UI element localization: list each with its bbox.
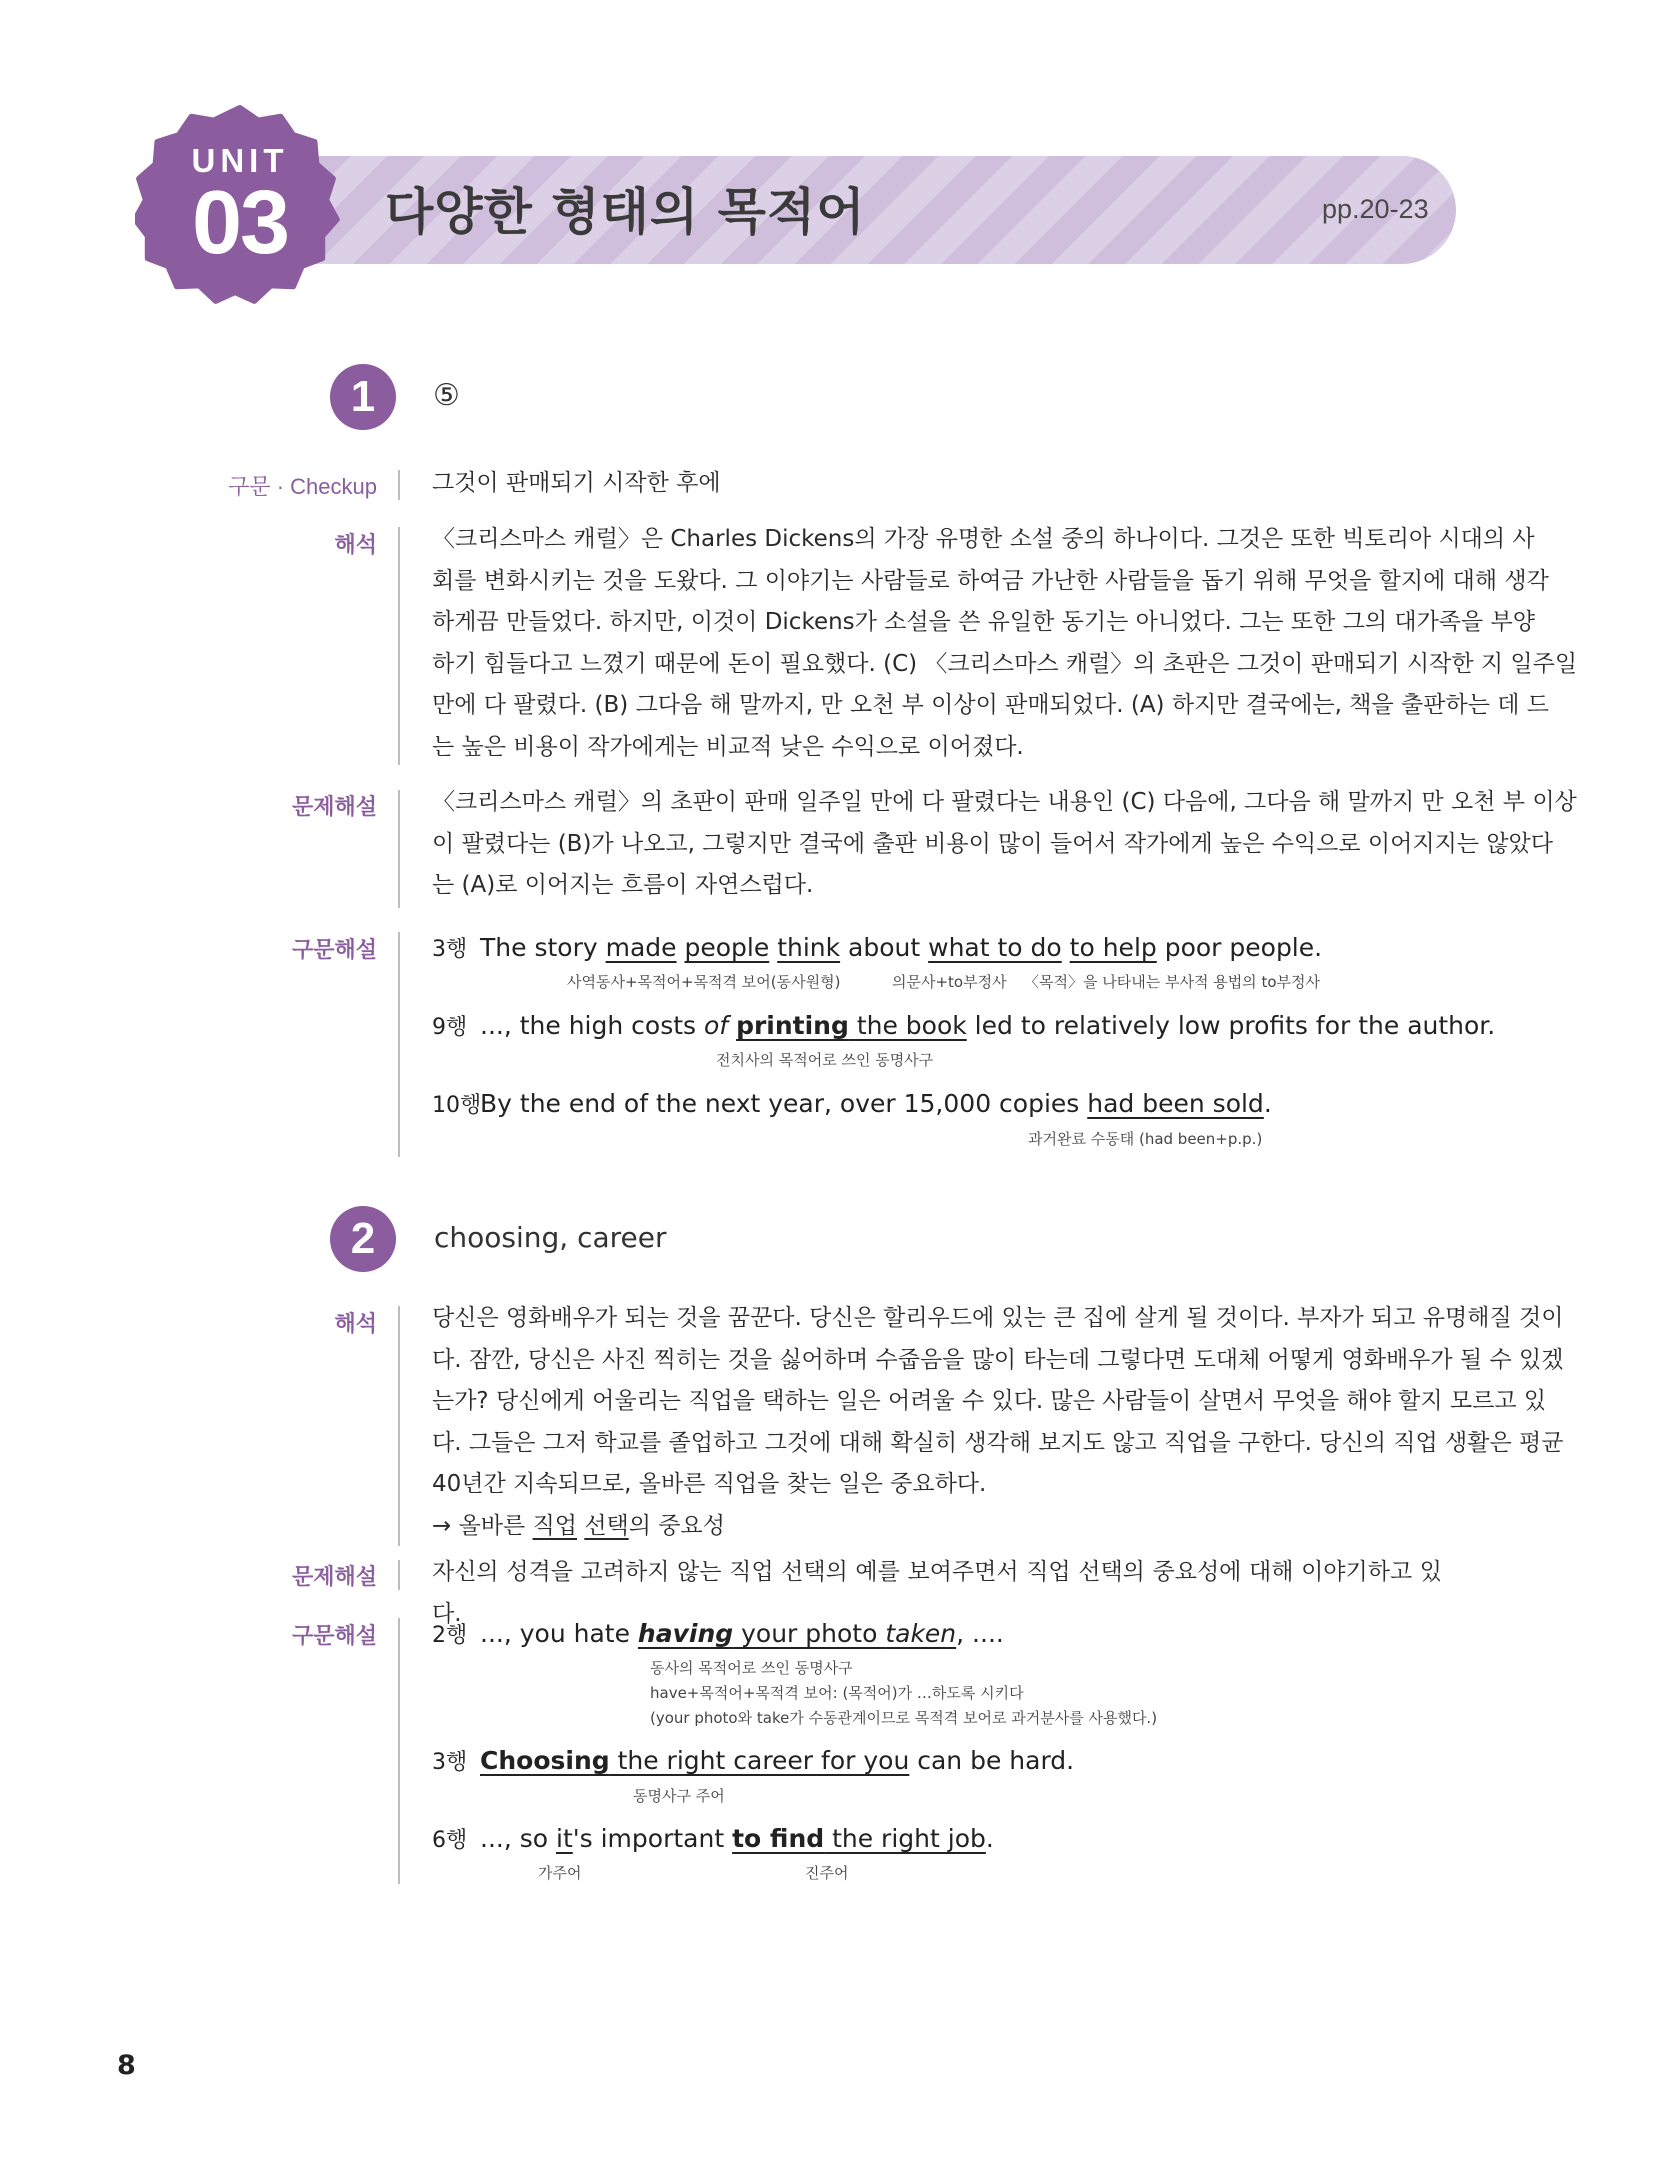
line-number: 3행 (432, 1750, 468, 1775)
divider-grammar-2 (398, 1618, 400, 1884)
unit-number: 03 (191, 173, 289, 273)
divider-grammar-1 (398, 932, 400, 1157)
grammar-note: 사역동사+목적어+목적격 보어(동사원형) (567, 973, 841, 991)
translation-2-line: 다. 잠깐, 당신은 사진 찍히는 것을 싫어하며 수줍음을 많이 타는데 그렇다면 도대체 어떻게 영화배우가 될 수 있겠 (432, 1346, 1564, 1373)
solution-1-line: 이 팔렸다는 (B)가 나오고, 그렇지만 결국에 출판 비용이 많이 들어서 작가에게 높은 수익으로 이어지지는 않았다 (432, 830, 1553, 857)
grammar-note: 의문사+to부정사 (892, 973, 1007, 991)
translation-2-line: 당신은 영화배우가 되는 것을 꿈꾼다. 당신은 할리우드에 있는 큰 집에 살게 될 것이다. 부자가 되고 유명해질 것이 (432, 1305, 1564, 1331)
page-number: 8 (117, 2050, 136, 2081)
line-number: 6행 (432, 1828, 468, 1853)
grammar-note: 동명사구 주어 (633, 1787, 725, 1805)
divider-checkup (398, 470, 400, 500)
summary-line: → 올바른 직업 선택의 중요성 (432, 1512, 725, 1539)
divider-translation-2 (398, 1306, 400, 1546)
grammar-note: 〈목적〉을 나타내는 부사적 용법의 to부정사 (1024, 973, 1320, 991)
grammar-line-3: 3행 The story made people think about what to do to help poor people. (432, 933, 1323, 962)
grammar-note: have+목적어+목적격 보어: (목적어)가 …하도록 시키다 (650, 1684, 1024, 1702)
label-grammar-1: 구문해설 (291, 938, 377, 963)
grammar-note: 진주어 (805, 1864, 849, 1882)
page-range: pp.20-23 (1322, 194, 1429, 224)
question-number-1: 1 (330, 364, 396, 430)
translation-1-line: 하기 힘들다고 느꼈기 때문에 돈이 필요했다. (C) 〈크리스마스 캐럴〉의 초판은 그것이 판매되기 시작한 지 일주일 (432, 650, 1578, 677)
divider-solution-2 (398, 1560, 400, 1590)
translation-2 (432, 1298, 1564, 1547)
question-number-2: 2 (330, 1206, 396, 1272)
divider-translation-1 (398, 527, 400, 765)
translation-1 (432, 519, 1578, 768)
translation-1-line: 하게끔 만들었다. 하지만, 이것이 Dickens가 소설을 쓴 유일한 동기는 아니었다. 그는 또한 그의 대가족을 부양 (432, 609, 1535, 635)
grammar-line-9: 9행 ..., the high costs of printing the book led to relatively low profits for the author. (432, 1011, 1496, 1040)
unit-title: 다양한 형태의 목적어 (385, 183, 866, 241)
translation-2-line: 는가? 당신에게 어울리는 직업을 택하는 일은 어려울 수 있다. 많은 사람들이 살면서 무엇을 해야 할지 모르고 있 (432, 1388, 1547, 1414)
grammar-line-6: 6행 ..., so it's important to find the right job. (432, 1824, 994, 1853)
label-grammar-2: 구문해설 (291, 1624, 377, 1649)
grammar-note: (your photo와 take가 수동관계이므로 목적격 보어로 과거분사를 사용했다.) (650, 1709, 1158, 1727)
unit-label: UNIT (191, 142, 289, 179)
solution-1-line: 〈크리스마스 캐럴〉의 초판이 판매 일주일 만에 다 팔렸다는 내용인 (C) 다음에, 그다음 해 말까지 만 오천 부 이상 (432, 789, 1577, 815)
line-number: 2행 (432, 1623, 468, 1648)
label-checkup: 구문 · Checkup (228, 474, 377, 499)
translation-2-line: 다. 그들은 그저 학교를 졸업하고 그것에 대해 확실히 생각해 보지도 않고 직업을 구한다. 당신의 직업 생활은 평균 (432, 1429, 1564, 1456)
label-solution-2: 문제해설 (291, 1565, 377, 1590)
translation-1-line: 만에 다 팔렸다. (B) 그다음 해 말까지, 만 오천 부 이상이 판매되었다. (A) 하지만 결국에는, 책을 출판하는 데 드 (432, 692, 1549, 718)
grammar-note: 전치사의 목적어로 쓰인 동명사구 (716, 1051, 934, 1069)
grammar-line-2: 2행 ..., you hate having your photo taken, .... (432, 1619, 1004, 1648)
solution-1 (432, 782, 1577, 907)
translation-1-line: 는 높은 비용이 작가에게는 비교적 낮은 수익으로 이어졌다. (432, 733, 1024, 760)
label-solution-1: 문제해설 (291, 795, 377, 820)
label-translation-2: 해석 (334, 1312, 377, 1337)
solution-1-line: 는 (A)로 이어지는 흐름이 자연스럽다. (432, 872, 814, 898)
grammar-line-10: 10행By the end of the next year, over 15,000 copies had been sold. (432, 1089, 1272, 1118)
line-number: 3행 (432, 937, 468, 962)
answer-2: choosing, career (434, 1221, 667, 1254)
grammar-line-3b: 3행 Choosing the right career for you can be hard. (432, 1746, 1075, 1775)
translation-1-line: 〈크리스마스 캐럴〉은 Charles Dickens의 가장 유명한 소설 중의 하나이다. 그것은 또한 빅토리아 시대의 사 (432, 526, 1535, 552)
line-number: 9행 (432, 1015, 468, 1040)
translation-1-line: 회를 변화시키는 것을 도왔다. 그 이야기는 사람들로 하여금 가난한 사람들을 돕기 위해 무엇을 할지에 대해 생각 (432, 567, 1549, 594)
grammar-note: 동사의 목적어로 쓰인 동명사구 (650, 1659, 853, 1677)
translation-2-line: 40년간 지속되므로, 올바른 직업을 찾는 일은 중요하다. (432, 1471, 987, 1497)
answer-1: ⑤ (433, 378, 460, 413)
divider-solution-1 (398, 790, 400, 908)
grammar-note: 과거완료 수동태 (had been+p.p.) (1028, 1130, 1263, 1148)
solution-2: 자신의 성격을 고려하지 않는 직업 선택의 예를 보여주면서 직업 선택의 중요성에 대해 이야기하고 있다. (432, 1559, 1442, 1627)
line-number: 10행 (432, 1093, 482, 1118)
label-translation-1: 해석 (334, 533, 377, 558)
grammar-note: 가주어 (538, 1864, 582, 1882)
checkup-text: 그것이 판매되기 시작한 후에 (432, 470, 721, 496)
